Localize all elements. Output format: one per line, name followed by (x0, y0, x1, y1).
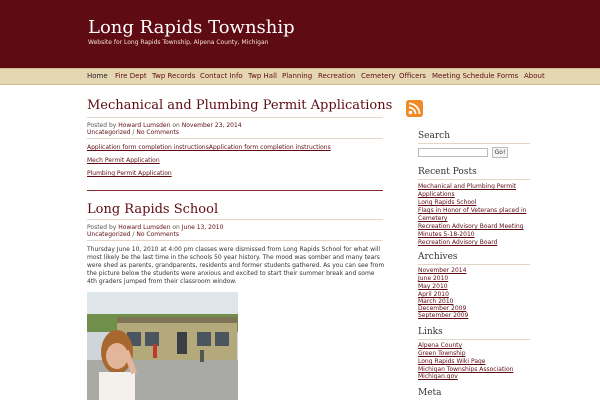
nav-fire-dept[interactable]: Fire Dept (115, 72, 147, 80)
post-separator (87, 190, 383, 191)
post-link[interactable]: Plumbing Permit Application (87, 170, 172, 177)
blogroll-link[interactable]: Green Township (418, 350, 466, 357)
archive-link[interactable]: April 2010 (418, 291, 449, 298)
nav-forms[interactable]: Forms (497, 72, 519, 80)
site-title[interactable]: Long Rapids Township (88, 17, 295, 38)
archive-link[interactable]: September 2009 (418, 312, 469, 319)
sidebar-divider (418, 143, 530, 144)
recent-post-link[interactable]: Long Rapids School (418, 199, 477, 206)
meta-divider (87, 240, 383, 241)
main-nav (0, 68, 600, 85)
nav-twp-records[interactable]: Twp Records (152, 72, 196, 80)
sidebar-divider (418, 264, 530, 265)
sidebar-divider (418, 179, 530, 180)
nav-officers[interactable]: Officers (399, 72, 426, 80)
post-category-line (87, 231, 179, 238)
meta-divider (87, 138, 383, 139)
title-divider (87, 219, 383, 220)
blogroll-link[interactable]: Long Rapids Wiki Page (418, 358, 486, 365)
nav-contact-info[interactable]: Contact Info (200, 72, 243, 80)
meta-separator: / (132, 129, 135, 136)
title-divider (87, 117, 383, 118)
nav-cemetery[interactable]: Cemetery (361, 72, 396, 80)
blogroll-link[interactable]: Alpena County (418, 342, 463, 349)
archives-heading: Archives (418, 252, 458, 262)
post-comments-link[interactable]: No Comments (136, 129, 179, 136)
nav-about[interactable]: About (524, 72, 545, 80)
recent-posts-heading: Recent Posts (418, 167, 477, 177)
archive-link[interactable]: December 2009 (418, 305, 467, 312)
nav-twp-hall[interactable]: Twp Hall (248, 72, 277, 80)
post-date-link[interactable]: June 13, 2010 (181, 224, 224, 231)
recent-post-link[interactable]: Recreation Advisory Board (418, 239, 498, 246)
post-author-link[interactable]: Howard Lumsden (118, 122, 171, 129)
post-category-line (87, 129, 179, 136)
post-category-link[interactable]: Uncategorized (87, 231, 131, 238)
post-meta (87, 224, 223, 231)
meta-heading: Meta (418, 388, 442, 398)
meta-separator: / (132, 231, 135, 238)
post-comments-link[interactable]: No Comments (136, 231, 179, 238)
post-date-link[interactable]: November 23, 2014 (181, 122, 242, 129)
archive-link[interactable]: June 2010 (418, 275, 449, 282)
post-author-link[interactable]: Howard Lumsden (118, 224, 171, 231)
on-label: on (172, 224, 180, 231)
archive-link[interactable]: March 2010 (418, 298, 454, 305)
post-body: Thursday June 10, 2010 at 4:00 pm classes were dismissed from Long Rapids School for what will most likely be the last time in the schools 50 year history. The mood was somber and many tears were shed as parents, grandparents, residents and former students gathered. As you can see from the picture below the students were anxious and excited to start their summer break and some 4th graders jumped from their classroom window. (87, 246, 385, 285)
posted-by-label: Posted by (87, 122, 117, 129)
post-meta (87, 122, 242, 129)
blogroll-link[interactable]: Michigan.gov (418, 373, 458, 380)
archive-link[interactable]: November 2014 (418, 267, 467, 274)
recent-post-link[interactable]: Recreation Advisory Board Meeting (418, 223, 524, 230)
recent-post-link[interactable]: Minutes 5-18-2010 (418, 231, 475, 238)
site-description: Website for Long Rapids Township, Alpena County, Michigan (88, 39, 269, 46)
nav-meeting-schedule[interactable]: Meeting Schedule (432, 72, 495, 80)
post-title[interactable]: Mechanical and Plumbing Permit Applications (87, 98, 393, 113)
blogroll-link[interactable]: Michigan Townships Association (418, 366, 514, 373)
nav-planning[interactable]: Planning (282, 72, 313, 80)
post-link[interactable]: Application form completion instructionsApplication form completion instructions (87, 144, 331, 151)
search-go-button[interactable]: Go! (492, 147, 508, 158)
post-title[interactable]: Long Rapids School (87, 202, 219, 217)
recent-post-link[interactable]: Flags in Honor of Veterans placed in (418, 207, 527, 214)
post-category-link[interactable]: Uncategorized (87, 129, 131, 136)
post-link[interactable]: Mech Permit Application (87, 157, 160, 164)
search-input[interactable] (418, 148, 488, 157)
search-heading: Search (418, 131, 450, 141)
nav-home[interactable]: Home (87, 72, 108, 80)
nav-recreation[interactable]: Recreation (318, 72, 356, 80)
school-photo (87, 292, 238, 400)
sidebar-divider (418, 339, 530, 340)
on-label: on (172, 122, 180, 129)
links-heading: Links (418, 327, 443, 337)
site-header (0, 0, 600, 68)
archive-link[interactable]: May 2010 (418, 283, 448, 290)
recent-post-link[interactable]: Applications (418, 191, 455, 198)
rss-icon[interactable] (406, 100, 423, 117)
recent-post-link[interactable]: Mechanical and Plumbing Permit (418, 183, 517, 190)
recent-post-link[interactable]: Cemetery (418, 215, 448, 222)
posted-by-label: Posted by (87, 224, 117, 231)
